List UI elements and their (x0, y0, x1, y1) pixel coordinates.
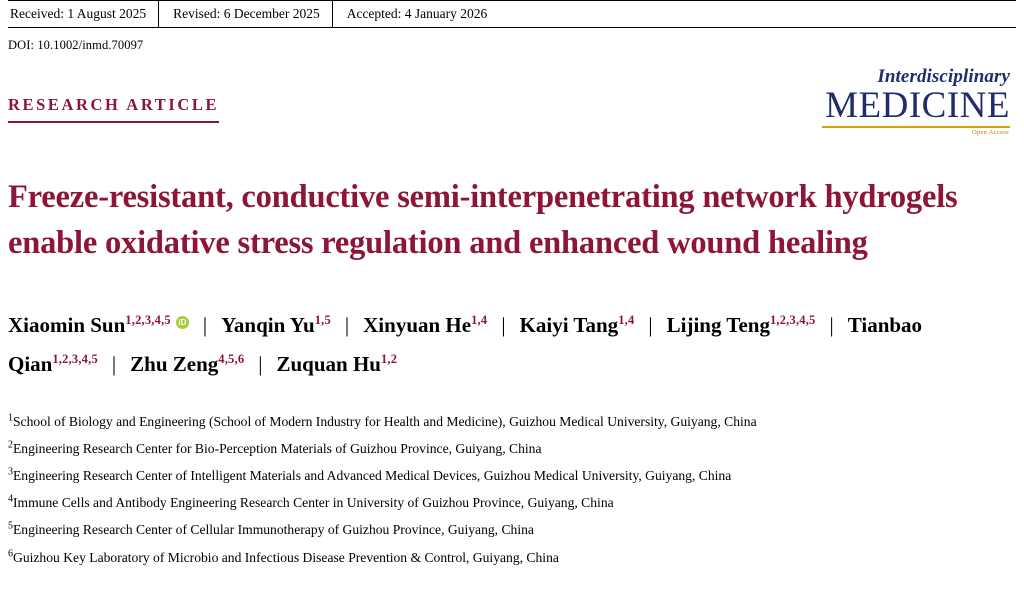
affiliation-item (8, 489, 1016, 516)
page-title: Freeze-resistant, conductive semi-interpenetrating network hydrogels enable oxidative stress regulation and enhanced wound healing (8, 179, 958, 261)
history-revised: Revised: 6 December 2025 (158, 1, 332, 27)
journal-logo (710, 67, 1010, 136)
author-name: Xiaomin Sun (8, 313, 126, 337)
affiliation-item (8, 462, 1016, 489)
author-affiliation-superscript: 1,4 (618, 313, 635, 327)
author-separator: | (648, 313, 653, 337)
affiliation-number: 1 (8, 412, 13, 424)
author-entry (667, 313, 816, 337)
affiliation-item (8, 408, 1016, 435)
orcid-icon[interactable] (176, 316, 189, 329)
author-entry (276, 352, 397, 376)
affiliation-number: 6 (8, 548, 13, 560)
open-access-label: Open Access (971, 128, 1009, 136)
affiliation-text: Guizhou Key Laboratory of Microbio and Infectious Disease Prevention & Control, Guiyang, China (13, 549, 559, 565)
author-entry (221, 313, 331, 337)
author-entry (520, 313, 635, 337)
author-affiliation-superscript: 1,2,3,4,5 (125, 313, 171, 327)
author-entry (8, 313, 189, 337)
affiliation-item (8, 516, 1016, 543)
affiliation-text: Engineering Research Center of Cellular Immunotherapy of Guizhou Province, Guiyang, China (13, 522, 534, 538)
author-affiliation-superscript: 1,4 (471, 313, 488, 327)
author-separator: | (258, 351, 263, 376)
affiliation-text: Engineering Research Center of Intelligent Materials and Advanced Medical Devices, Guizhou Medical University, Guiyang, China (13, 468, 732, 484)
author-list (8, 306, 1016, 384)
affiliation-number: 4 (8, 493, 13, 505)
author-separator: | (202, 313, 208, 337)
author-separator: | (111, 351, 117, 376)
affiliation-number: 3 (8, 466, 13, 478)
author-name: Zhu Zeng (130, 351, 219, 376)
author-separator: | (501, 313, 506, 337)
author-name: Xinyuan He (363, 313, 472, 337)
affiliation-item (8, 435, 1016, 462)
history-received: Received: 1 August 2025 (10, 6, 147, 21)
journal-logo-line1: Interdisciplinary (877, 66, 1010, 87)
journal-logo-rule (822, 126, 1010, 128)
author-separator: | (829, 313, 834, 337)
affiliation-text: Engineering Research Center for Bio-Perception Materials of Guizhou Province, Guiyang, China (13, 440, 542, 456)
author-affiliation-superscript: 1,2,3,4,5 (52, 351, 98, 366)
author-separator: | (344, 313, 350, 337)
author-entry (363, 313, 487, 337)
affiliation-list (8, 408, 1016, 571)
affiliation-text: School of Biology and Engineering (School of Modern Industry for Health and Medicine), Guizhou Medical University, Guiyang, China (13, 413, 757, 429)
article-type-label: RESEARCH ARTICLE (8, 95, 219, 123)
article-type-row (8, 66, 1016, 141)
affiliation-number: 5 (8, 520, 13, 532)
affiliation-item (8, 544, 1016, 571)
author-affiliation-superscript: 1,2 (380, 351, 398, 366)
author-affiliation-superscript: 1,5 (314, 313, 331, 327)
author-affiliation-superscript: 1,2,3,4,5 (769, 313, 816, 327)
author-affiliation-superscript: 4,5,6 (218, 351, 245, 366)
publication-history-bar (8, 0, 1016, 28)
journal-logo-line2: MEDICINE (825, 84, 1010, 126)
author-name: Tianbao Qian (8, 313, 923, 376)
author-name: Yanqin Yu (221, 313, 315, 337)
affiliation-text: Immune Cells and Antibody Engineering Research Center in University of Guizhou Province, Guiyang, China (13, 495, 614, 511)
author-name: Lijing Teng (666, 313, 770, 337)
author-entry (130, 352, 244, 376)
history-accepted: Accepted: 4 January 2026 (332, 1, 500, 27)
author-name: Kaiyi Tang (519, 313, 619, 337)
author-name: Zuquan Hu (276, 351, 381, 376)
affiliation-number: 2 (8, 439, 13, 451)
doi-text: DOI: 10.1002/inmd.70097 (8, 38, 144, 52)
